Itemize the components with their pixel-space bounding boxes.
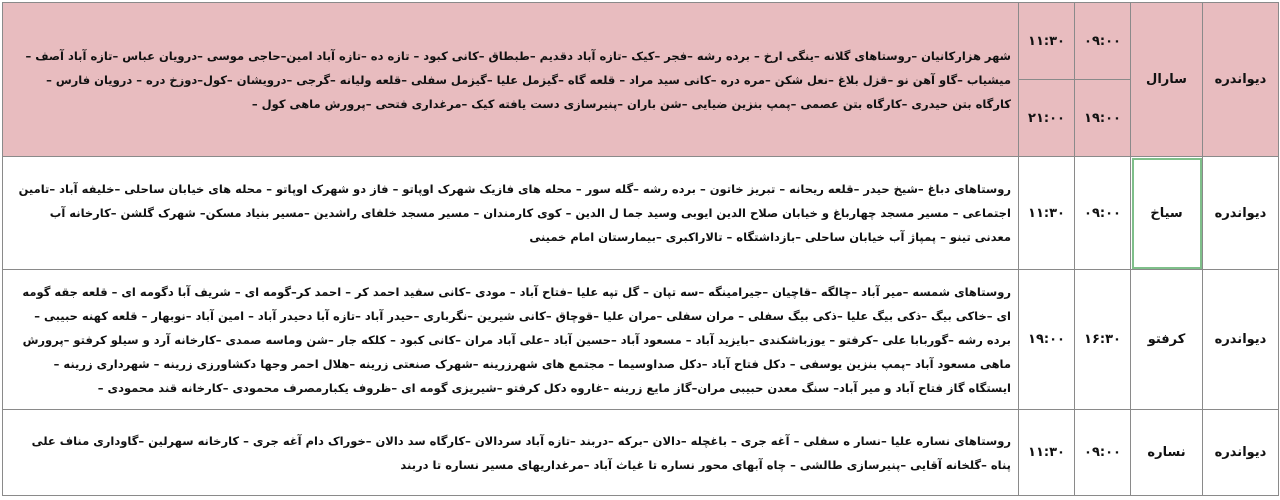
city-name: دیواندره xyxy=(1203,3,1279,157)
table-row xyxy=(3,270,1279,410)
area-list: شهر هزارکانیان –روستاهای گلانه –ینگی ارخ – برده رشه –فجر –کیک –تازه آباد دقدیم –طبطاق –کانی کبود – تازه ده –تازه آباد امین–حاجی موسی –درویان عباس –تازه آباد آصف –میشیاب –گاو آهن نو –قزل بلاغ –نعل شکن –مره دره –کانی سید مراد – قلعه گاه –گیزمل علیا –گیزمل سفلی –قلعه ولیانه –گرجی –درویشان –کول–دوزخ دره – درویان فارس –کارگاه بتن حیدری –کارگاه بتن عصمی –پمپ بنزین ضیایی –شن باران –پنیرسازی دست یافته کیک –مرغداری فتحی –پرورش ماهی کول – xyxy=(3,3,1019,157)
city-name: دیواندره xyxy=(1203,157,1279,270)
city-name: دیواندره xyxy=(1203,270,1279,410)
outage-schedule-table xyxy=(2,2,1279,496)
district-name: نساره xyxy=(1131,410,1203,496)
area-list: روستاهای نساره علیا –نسار ه سفلی – آغه جری – باغچله –دالان –برکه –دربند –تازه آباد سردالان –کارگاه سد دالان –خوراک دام آغه جری – کارخانه سهرلین –گاوداری مناف علی پناه –گلخانه آقایی –پنیرسازی طالشی – چاه آبهای محور نساره تا غیاث آباد –مرغداریهای مسیر نساره تا دربند xyxy=(3,410,1019,496)
district-name: سارال xyxy=(1131,3,1203,157)
area-list: روستاهای دباغ –شیخ حیدر –قلعه ریحانه – تبریز خاتون – برده رشه –گله سور – محله های فازیک شهرک اوپاتو – فاز دو شهرک اوپاتو – محله های خیابان ساحلی –خلیفه آباد –تامین اجتماعی – مسیر مسجد چهارباغ و خیابان صلاح الدین ایوبی وسید جما ل الدین – کوی کارمندان – مسیر مسجد خلفای راشدین –مسیر بنیاد مسکن– شهرک گلشن –کارخانه آب معدنی تینو – پمپاژ آب خیابان ساحلی –بازداشتگاه – تالاراکبری –بیمارستان امام خمینی xyxy=(3,157,1019,270)
start-time: ۰۹:۰۰ xyxy=(1075,157,1131,270)
table-row xyxy=(3,3,1279,157)
start-time-cell xyxy=(1075,3,1131,157)
end-time: ۱۱:۳۰ xyxy=(1019,3,1074,80)
district-name: سیاخ xyxy=(1131,157,1203,270)
end-time: ۱۱:۳۰ xyxy=(1019,157,1075,270)
end-time: ۱۹:۰۰ xyxy=(1019,270,1075,410)
city-name: دیواندره xyxy=(1203,410,1279,496)
area-list: روستاهای شمسه –میر آباد –چالگه –قاچیان –جیرامینگه –سه تپان – گل تپه علیا –فتاح آباد – مودی –کانی سفید احمد کر – احمد کر–گومه ای – شریف آبا دگومه ای – قلعه جقه گومه ای –خاکی بیگ –ذکی بیگ علیا –ذکی بیگ سفلی – مران سفلی –مران علیا –قوچاق –کانی شیرین –نگرباری –حیدر آباد –تازه آبا دحیدر آباد – امین آباد –نوبهار – قلعه کهنه حبیبی – برده رشه –گوربابا علی –کرفتو – یوزباشکندی –بایزید آباد – مسعود آباد –حسین آباد –علی آباد مران –کانی کبود – کلکه جار –شن وماسه صمدی –کارخانه آرد و سیلو کرفتو –پرورش ماهی مسعود آباد –پمپ بنزین یوسفی – دکل فتاح آباد –دکل صداوسیما – مجتمع های شهرزرینه –شهرک صنعتی زرینه –هلال احمر وجها دکشاورزی زرینه – شهرداری زرینه – ایستگاه گاز فتاح آباد و میر آباد– سنگ معدن حبیبی مران–گاز مایع زرینه –غاروه دکل کرفتو –شیریزی گومه ای –ظروف یکبارمصرف محمودی –کارخانه قند محمودی – xyxy=(3,270,1019,410)
start-time: ۱۶:۳۰ xyxy=(1075,270,1131,410)
end-time: ۱۱:۳۰ xyxy=(1019,410,1075,496)
district-name: کرفتو xyxy=(1131,270,1203,410)
end-time: ۲۱:۰۰ xyxy=(1028,110,1065,126)
start-time: ۱۹:۰۰ xyxy=(1084,110,1121,126)
table-row xyxy=(3,157,1279,270)
start-time: ۰۹:۰۰ xyxy=(1075,3,1130,80)
start-time: ۰۹:۰۰ xyxy=(1075,410,1131,496)
table-row xyxy=(3,410,1279,496)
end-time-cell xyxy=(1019,3,1075,157)
